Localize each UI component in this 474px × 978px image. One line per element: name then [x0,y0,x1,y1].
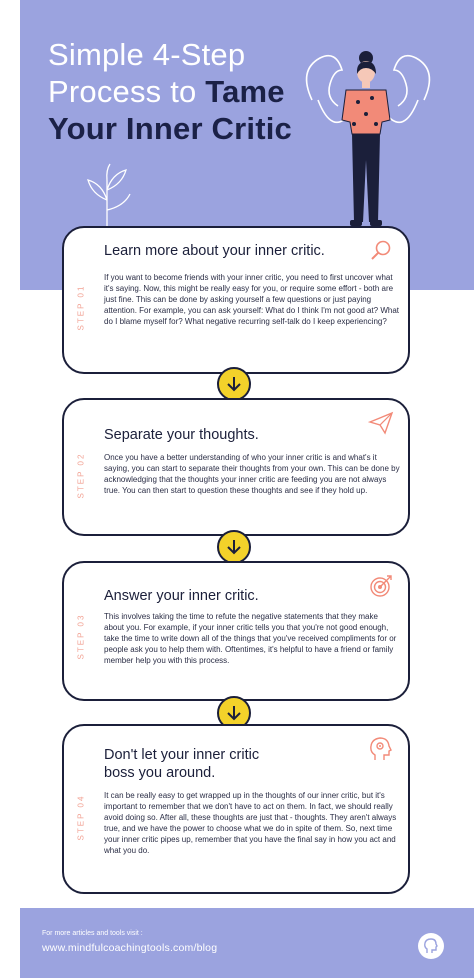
step-heading: Separate your thoughts. [104,427,259,443]
step-label: STEP 03 [76,613,86,659]
step-label: STEP 02 [76,452,86,498]
title-line-2-bold: Tame [205,74,285,109]
paper-plane-icon [368,410,394,436]
footer-url-link[interactable]: www.mindfulcoachingtools.com/blog [42,942,218,954]
title-line-3: Your Inner Critic [48,111,292,146]
step-card-2 [62,398,410,536]
step-heading [104,746,362,782]
step-heading: Learn more about your inner critic. [104,243,325,259]
plant-sprig-icon [72,160,142,230]
step-body: It can be really easy to get wrapped up in the thoughts of our inner critic, but it's important to remember that we don't have to act on them. In fact, we should really avoid doing so. After all, these thoughts are just that - thoughts. They aren't always true, and we have the power to choose what we do in spite of them. So, next time your inner critic pipes up, remember that you have the final say in how you act and what you do. [104,791,397,856]
woman-flexing-illustration [292,40,442,230]
step-card-4 [62,724,410,894]
step-body: Once you have a better understanding of who your inner critic is and what's it saying, you can start to separate their thoughts from your own. This can be done by acknowledging that the thoughts your inner critic are feeding you are not always true. You can then start to question these thoughts and see if they hold up. [104,453,400,496]
title-line-2-plain: Process to [48,74,206,109]
step-heading: Answer your inner critic. [104,588,259,604]
step-label: STEP 01 [76,284,86,330]
step-heading-line-2: boss you around. [104,765,216,781]
head-gears-icon [368,736,394,762]
down-arrow-icon [217,530,251,564]
brand-logo-icon [418,933,444,959]
step-body: If you want to become friends with your inner critic, you need to first uncover what it's saying. Now, this might be really easy for you, or require some effort - both are just fine. This can be done by asking yourself a few questions or just paying attention. For example, you can ask yourself: What do I think I'm not good at? What do I blame myself for? What negative recurring self-talk do I keep experiencing? [104,273,400,327]
title-line-1: Simple 4-Step [48,37,246,72]
magnifier-icon [368,238,394,264]
step-body: This involves taking the time to refute the negative statements that they make about you. For example, if your inner critic tells you that you're not good enough, take the time to write down all of the things that you've received compliments for or people ask you to help them with. Oftentimes, it's helpful to have a friend or family member help you with this process. [104,612,397,666]
down-arrow-icon [217,367,251,401]
footer-note: For more articles and tools visit : [42,930,143,937]
step-label: STEP 04 [76,794,86,840]
step-heading-line-1: Don't let your inner critic [104,747,260,763]
target-icon [368,573,394,599]
footer [20,908,474,978]
step-card-3 [62,561,410,701]
step-card-1 [62,226,410,374]
